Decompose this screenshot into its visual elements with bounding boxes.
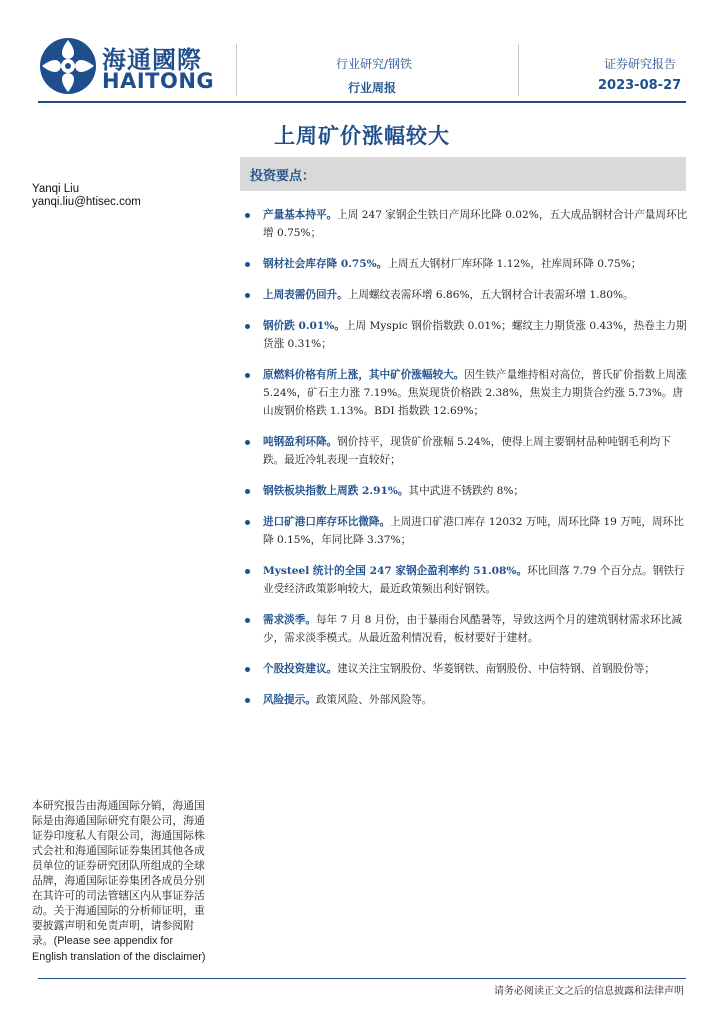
list-item: 进口矿港口库存环比微降。上周进口矿港口库存 12032 万吨，周环比降 19 万吨，周环比降 0.15%，年同比降 3.37%；	[242, 513, 688, 549]
bullet-icon	[245, 324, 250, 329]
list-item: 个股投资建议。建议关注宝钢股份、华菱钢铁、南钢股份、中信特钢、首钢股份等；	[242, 660, 688, 678]
bullet-icon	[245, 520, 250, 525]
page-title: 上周矿价涨幅较大	[274, 123, 450, 148]
author-block	[32, 183, 141, 209]
header-divider	[236, 44, 237, 96]
logo	[38, 36, 228, 96]
bullet-icon	[245, 262, 250, 267]
disclaimer-en: (Please see appendix for English translation of the disclaimer)	[32, 935, 206, 963]
list-item: 钢铁板块指数上周跌 2.91%。其中武进不锈跌约 8%；	[242, 482, 688, 500]
list-item: 产量基本持平。上周 247 家钢企生铁日产周环比降 0.02%，五大成品钢材合计产量周环比增 0.75%；	[242, 206, 688, 242]
author-name: Yanqi Liu	[32, 183, 80, 195]
bullet-icon	[245, 667, 250, 672]
key-points-header	[240, 157, 686, 191]
header-divider	[518, 44, 519, 96]
bullet-icon	[245, 618, 250, 623]
report-category: 行业研究/钢铁	[336, 57, 413, 71]
bullet-icon	[245, 213, 250, 218]
list-item: 需求淡季。每年 7 月 8 月份，由于暴雨台风酷暑等，导致这两个月的建筑钢材需求环比减少，需求淡季模式。从最近盈利情况看，板材要好于建材。	[242, 611, 688, 647]
bullet-icon	[245, 373, 250, 378]
report-type: 证券研究报告	[604, 57, 677, 71]
list-item: 钢材社会库存降 0.75%。上周五大钢材厂库环降 1.12%，社库周环降 0.75%；	[242, 255, 688, 273]
author-email[interactable]: yanqi.liu@htisec.com	[32, 196, 141, 208]
report-date: 2023-08-27	[598, 78, 682, 93]
list-item: 钢价跌 0.01%。上周 Myspic 钢价指数跌 0.01%；螺纹主力期货涨 0.43%，热卷主力期货涨 0.31%；	[242, 317, 688, 353]
key-points-list	[242, 206, 688, 722]
bullet-icon	[245, 569, 250, 574]
list-item: 风险提示。政策风险、外部风险等。	[242, 691, 688, 709]
disclaimer-cn: 本研究报告由海通国际分销，海通国际是由海通国际研究有限公司，海通证券印度私人有限公司，海通国际株式会社和海通国际证券集团其他各成员单位的证券研究团队所组成的全球品牌，海通国际证券集团各成员分别在其许可的司法管辖区内从事证券活动。关于海通国际的分析师证明，重要披露声明和免责声明，请参阅附录。	[32, 799, 205, 947]
bullet-icon	[245, 489, 250, 494]
list-item: 原燃料价格有所上涨，其中矿价涨幅较大。因生铁产量维持相对高位，普氏矿价指数上周涨 5.24%，矿石主力涨 7.19%。焦炭现货价格跌 2.38%，焦炭主力期货合约涨 5.73%。唐山废钢价格跌 1.13%。BDI 指数跌 12.69%；	[242, 366, 688, 420]
list-item: 吨钢盈利环降。钢价持平，现货矿价涨幅 5.24%，使得上周主要钢材品种吨钢毛利均下跌。最近冷轧表现一直较好；	[242, 433, 688, 469]
logo-english-text: HAITONG	[102, 69, 215, 93]
bullet-icon	[245, 293, 250, 298]
footer-notice: 请务必阅读正文之后的信息披露和法律声明	[494, 986, 684, 997]
section-title: 投资要点：	[250, 169, 316, 184]
list-item: 上周表需仍回升。上周螺纹表需环增 6.86%，五大钢材合计表需环增 1.80%。	[242, 286, 688, 304]
bullet-icon	[245, 698, 250, 703]
header-rule	[38, 101, 686, 103]
footer-rule	[38, 978, 686, 979]
list-item: Mysteel 统计的全国 247 家钢企盈利率约 51.08%。环比回落 7.79 个百分点。钢铁行业受经济政策影响较大，最近政策频出利好钢铁。	[242, 562, 688, 598]
bullet-icon	[245, 440, 250, 445]
haitong-logo-icon	[38, 36, 98, 96]
logo-chinese-text: 海通國際	[102, 46, 202, 74]
disclaimer	[32, 798, 210, 965]
report-kind: 行业周报	[348, 81, 397, 95]
